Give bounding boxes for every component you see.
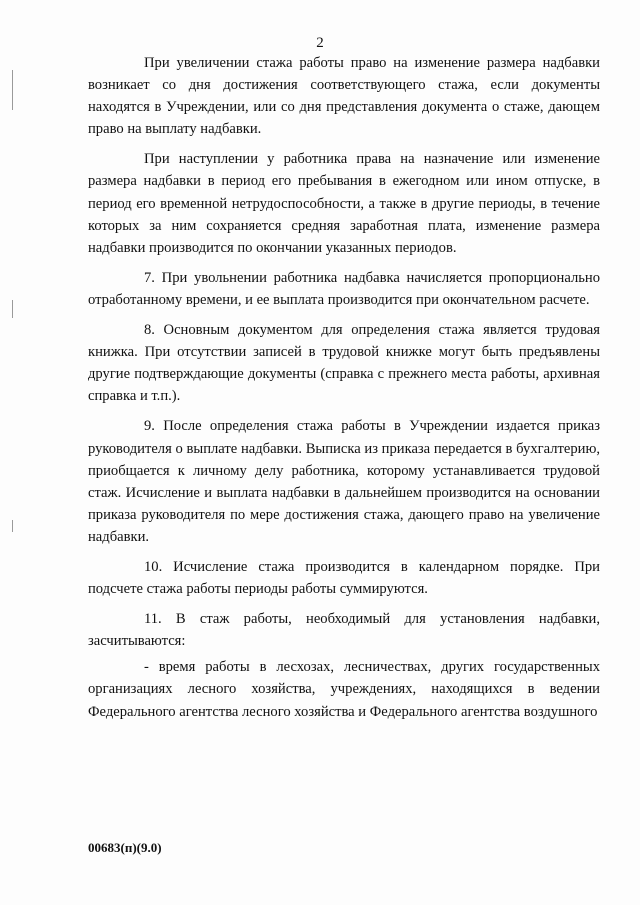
scan-artifact <box>12 520 13 532</box>
page-number: 2 <box>316 35 324 51</box>
paragraph: 7. При увольнении работника надбавка начисляется пропорционально отработанному времени, и ее выплата производится при окончательном расчете. <box>88 269 600 308</box>
paragraph: При наступлении у работника права на назначение или изменение размера надбавки в период его пребывания в ежегодном или ином отпуске, в период его временной нетрудоспособности, а также в другие периоды, в течение которых за ним сохраняется средняя заработная плата, изменение размера надбавки производится по окончании указанных периодов. <box>88 151 600 256</box>
paragraph: 8. Основным документом для определения стажа является трудовая книжка. При отсутствии записей в трудовой книжке могут быть предъявлены другие подтверждающие документы (справка с прежнего места работы, архивная справка и т.п.). <box>88 322 600 405</box>
paragraph: 9. После определения стажа работы в Учреждении издается приказ руководителя о выплате надбавки. Выписка из приказа передается в бухгалтерию, приобщается к личному делу работника, которому устанавливается трудовой стаж. Исчисление и выплата надбавки в дальнейшем производится на основании приказа руководителя по мере достижения стажа, дающего право на увеличение надбавки. <box>88 418 600 545</box>
document-body <box>88 52 600 731</box>
scan-artifact <box>12 70 13 110</box>
document-code: 00683(п)(9.0) <box>88 840 162 855</box>
scan-artifact <box>12 300 13 318</box>
paragraph: - время работы в лесхозах, лесничествах, других государственных организациях лесного хозяйства, учреждениях, находящихся в ведении Федерального агентства лесного хозяйства и Федерального агентства воздушного <box>88 659 600 720</box>
paragraph: При увеличении стажа работы право на изменение размера надбавки возникает со дня достижения соответствующего стажа, если документы находятся в Учреждении, или со дня представления документа о стаже, дающем право на выплату надбавки. <box>88 55 600 138</box>
paragraph: 11. В стаж работы, необходимый для установления надбавки, засчитываются: <box>88 611 600 650</box>
paragraph: 10. Исчисление стажа производится в календарном порядке. При подсчете стажа работы периоды работы суммируются. <box>88 558 600 598</box>
